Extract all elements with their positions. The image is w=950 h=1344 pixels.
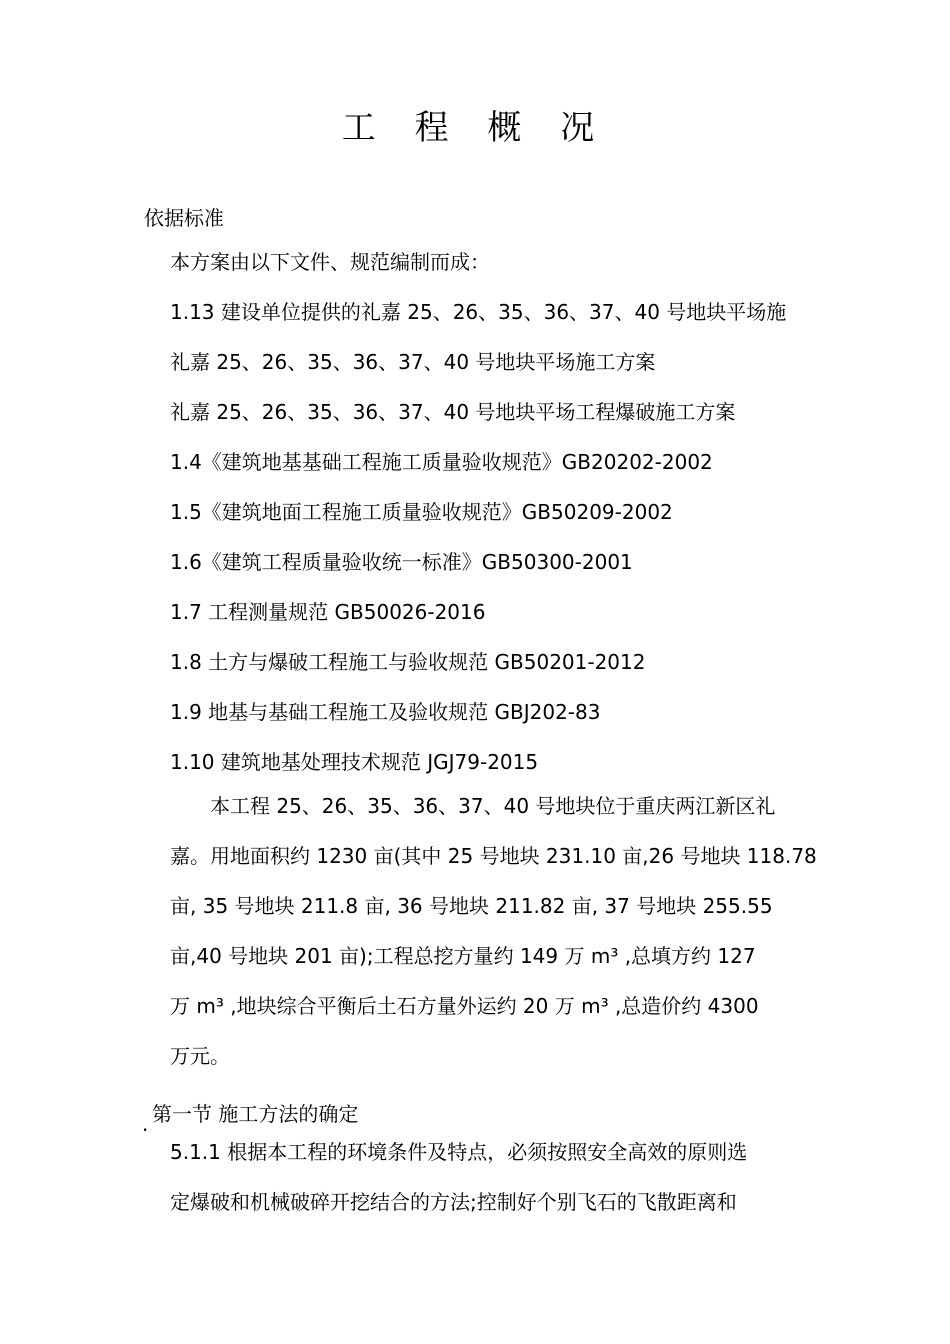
overview-line: 亩, 35 号地块 211.8 亩, 36 号地块 211.82 亩, 37 号地块 255.55 [170,894,773,918]
method-line: 5.1.1 根据本工程的环境条件及特点，必须按照安全高效的原则选 [170,1140,748,1164]
basis-item: 1.6《建筑工程质量验收统一标准》GB50300-2001 [170,550,633,574]
basis-item: 1.13 建设单位提供的礼嘉 25、26、35、36、37、40 号地块平场施 [170,300,787,324]
basis-item: 1.8 土方与爆破工程施工与验收规范 GB50201-2012 [170,650,646,674]
overview-line: 嘉。用地面积约 1230 亩(其中 25 号地块 231.10 亩,26 号地块 118.78 [170,844,817,868]
basis-item: 礼嘉 25、26、35、36、37、40 号地块平场施工方案 [170,350,656,374]
section-heading-method: 第一节 施工方法的确定 [152,1102,359,1126]
basis-item: 1.5《建筑地面工程施工质量验收规范》GB50209-2002 [170,500,673,524]
method-line: 定爆破和机械破碎开挖结合的方法;控制好个别飞石的飞散距离和 [170,1190,737,1214]
section-marker: . [142,1112,149,1136]
overview-line: 万元。 [170,1044,230,1068]
basis-item: 礼嘉 25、26、35、36、37、40 号地块平场工程爆破施工方案 [170,400,736,424]
overview-line: 本工程 25、26、35、36、37、40 号地块位于重庆两江新区礼 [210,794,776,818]
basis-item: 1.10 建筑地基处理技术规范 JGJ79-2015 [170,750,539,774]
overview-line: 万 m³ ,地块综合平衡后土石方量外运约 20 万 m³ ,总造价约 4300 [170,994,759,1018]
method-paragraph [170,1127,810,1227]
project-overview-paragraph [170,781,817,1081]
overview-line: 亩,40 号地块 201 亩);工程总挖方量约 149 万 m³ ,总填方约 127 [170,944,756,968]
section-heading-basis: 依据标准 [144,206,224,230]
basis-item: 1.4《建筑地基基础工程施工质量验收规范》GB20202-2002 [170,450,713,474]
basis-item: 1.9 地基与基础工程施工及验收规范 GBJ202-83 [170,700,601,724]
basis-item: 1.7 工程测量规范 GB50026-2016 [170,600,486,624]
page-title: 工 程 概 况 [341,108,609,148]
basis-intro: 本方案由以下文件、规范编制而成： [170,250,490,274]
